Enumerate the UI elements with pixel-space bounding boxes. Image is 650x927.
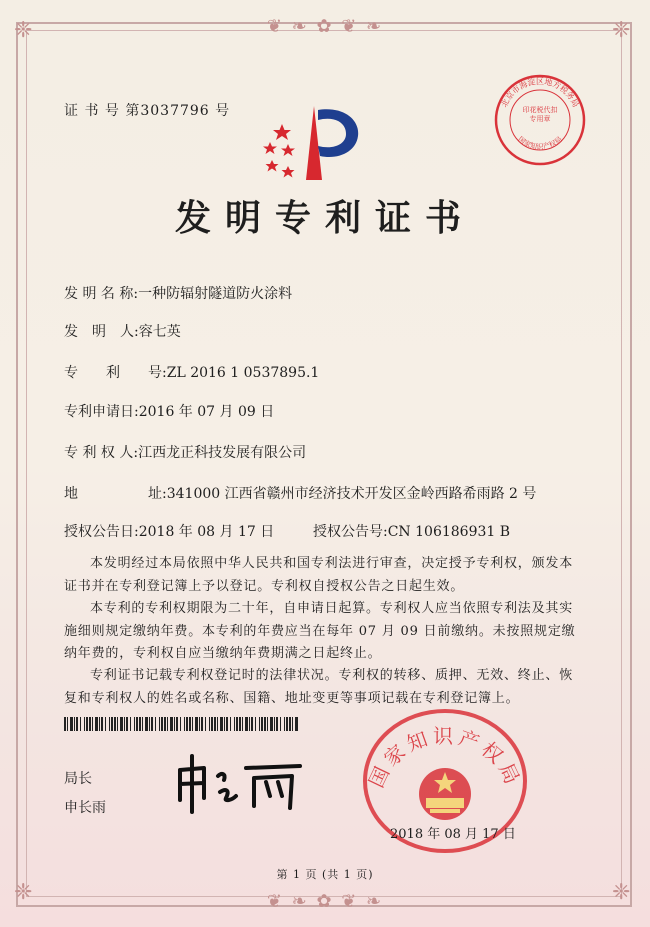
filing-date-label: 专利申请日: xyxy=(64,404,139,420)
filing-date-value: 2016 年 07 月 09 日 xyxy=(138,404,275,420)
field-invention-name xyxy=(64,283,292,303)
svg-text:北京市海淀区地方税务局 xyxy=(499,76,581,108)
grant-date-label: 授权公告日: xyxy=(64,524,139,540)
tax-stamp xyxy=(490,70,590,170)
director-signature xyxy=(170,748,310,818)
grant-date-value: 2018 年 08 月 17 日 xyxy=(138,524,275,540)
field-grant-number xyxy=(313,521,510,541)
field-grant-date xyxy=(64,521,274,541)
paragraph-2: 本专利的专利权期限为二十年，自申请日起算。专利权人应当依照专利法及其实施细则规定缴纳年费。本专利的年费应当在每年 07 月 09 日前缴纳。未按照规定缴纳年费的，专利权自应当缴纳年费期满之日起终止。 xyxy=(64,601,576,661)
corner-ornament-br: ❈ xyxy=(612,880,631,905)
seal-text: 国家知识产权局 xyxy=(363,724,527,792)
address-value: 341000 江西省赣州市经济技术开发区金岭西路希雨路 2 号 xyxy=(166,486,537,502)
inventor-value: 容七英 xyxy=(138,324,181,340)
field-address xyxy=(64,483,536,503)
certificate-number: 证 书 号 第3037796 号 xyxy=(64,103,231,119)
tax-stamp-center-text: 印花税代扣专用章 xyxy=(522,106,558,123)
grant-number-label: 授权公告号: xyxy=(313,524,388,540)
corner-ornament-bl: ❈ xyxy=(14,880,33,905)
patent-number-value: ZL 2016 1 0537895.1 xyxy=(166,365,320,381)
director-title: 局长 xyxy=(64,771,92,787)
paragraph-1: 本发明经过本局依照中华人民共和国专利法进行审查，决定授予专利权，颁发本证书并在专利登记簿上予以登记。专利权自授权公告之日起生效。 xyxy=(64,556,574,594)
patentee-value: 江西龙正科技发展有限公司 xyxy=(138,445,307,461)
grant-number-value: CN 106186931 B xyxy=(387,524,511,540)
certificate-title: 发明专利证书 xyxy=(174,197,475,239)
corner-ornament-tr: ❈ xyxy=(612,18,631,43)
seal-date: 2018 年 08 月 17 日 xyxy=(390,827,516,842)
invention-name-value: 一种防辐射隧道防火涂料 xyxy=(138,286,293,302)
field-filing-date xyxy=(64,401,274,421)
barcode xyxy=(64,717,298,731)
field-patentee xyxy=(64,442,306,462)
tax-stamp-bottom-text: 国家知识产权局 xyxy=(516,135,564,151)
cnipa-logo xyxy=(262,102,372,182)
top-ornament: ❦ ❧ ✿ ❦ ❧ xyxy=(266,16,384,37)
paragraph-3: 专利证书记载专利权登记时的法律状况。专利权的转移、质押、无效、终止、恢复和专利权人的姓名或名称、国籍、地址变更等事项记载在专利登记簿上。 xyxy=(64,668,574,706)
field-patent-number xyxy=(64,362,319,382)
bottom-ornament: ❦ ❧ ✿ ❦ ❧ xyxy=(266,891,384,912)
corner-ornament-tl: ❈ xyxy=(14,18,33,43)
patent-number-label: 专 利 号: xyxy=(64,365,167,381)
invention-name-label: 发 明 名 称: xyxy=(64,286,139,302)
address-label: 地 址: xyxy=(64,486,167,502)
director-name: 申长雨 xyxy=(64,800,106,816)
inventor-label: 发 明 人: xyxy=(64,324,139,340)
tax-stamp-outer-text: 北京市海淀区地方税务局 xyxy=(499,77,581,109)
svg-text:国家知识产权局 xyxy=(516,134,563,150)
field-inventor xyxy=(64,321,181,341)
patentee-label: 专 利 权 人: xyxy=(64,445,139,461)
page-number: 第 1 页 (共 1 页) xyxy=(276,868,374,881)
